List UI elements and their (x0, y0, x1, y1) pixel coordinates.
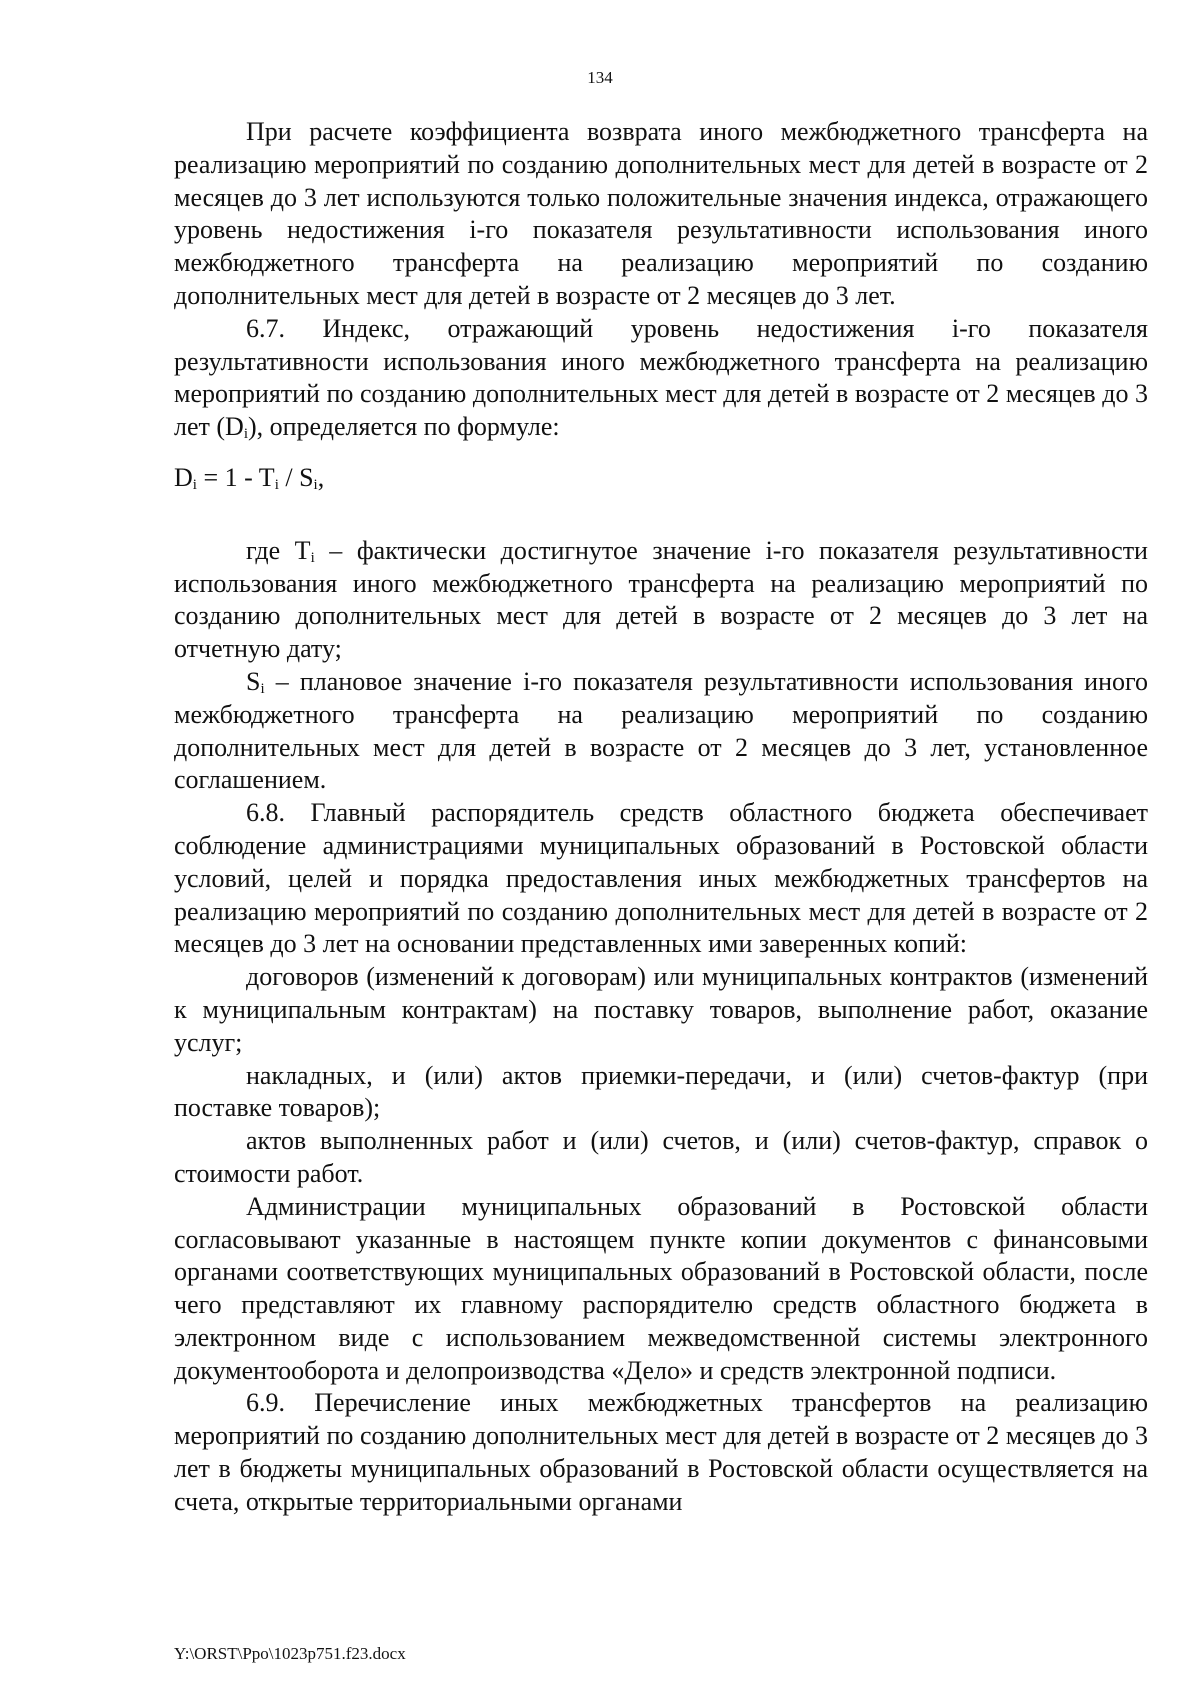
page-number: 134 (587, 68, 613, 87)
paragraph-si-definition (174, 666, 1148, 797)
ti-text: – фактически достигнутое значение i-го показателя результативности использования иного межбюджетного трансферта на реализацию мероприятий по созданию дополнительных мест для детей в возрасте от 2 месяцев до 3 лет на отчетную дату; (174, 535, 1148, 664)
formula-s-sub: i (313, 476, 318, 493)
paragraph-ti-definition (174, 535, 1148, 666)
formula-d: D (174, 462, 193, 492)
paragraph-6-7-text: 6.7. Индекс, отражающий уровень недостижения i-го показателя результативности использования иного межбюджетного трансферта на реализацию мероприятий по созданию дополнительных мест для детей в возрасте от 2 месяцев до 3 лет (D (174, 313, 1148, 442)
formula-d-sub: i (192, 476, 197, 493)
paragraph-6-9: 6.9. Перечисление иных межбюджетных трансфертов на реализацию мероприятий по созданию дополнительных мест для детей в возрасте от 2 месяцев до 3 лет в бюджеты муниципальных образований в Ростовской области осуществляется на счета, открытые территориальными органами (174, 1388, 1148, 1516)
formula-div-s: / S (278, 462, 314, 492)
paragraph-administrations: Администрации муниципальных образований в Ростовской области согласовывают указанные в настоящем пункте копии документов с финансовыми органами соответствующих муниципальных образований в Ростовской области, после чего представляют их главному распорядителю средств областного бюджета в электронном виде с использованием межведомственной системы электронного документооборота и делопроизводства «Дело» и средств электронной подписи. (174, 1191, 1148, 1385)
ti-label: где T (246, 535, 311, 565)
si-text: – плановое значение i-го показателя результативности использования иного межбюджетного трансферта на реализацию мероприятий по созданию дополнительных мест для детей в возрасте от 2 месяцев до 3 лет, установленное соглашением. (174, 666, 1148, 795)
paragraph-waybills: накладных, и (или) актов приемки-передачи, и (или) счетов-фактур (при поставке товаров); (174, 1060, 1148, 1123)
ti-sub: i (310, 549, 315, 566)
document-body (174, 116, 1148, 1519)
footer-file-path: Y:\ORST\Ppo\1023p751.f23.docx (174, 1644, 406, 1663)
formula-minus-t: = 1 - T (196, 462, 275, 492)
si-sub: i (260, 680, 265, 697)
paragraph-contracts: договоров (изменений к договорам) или муниципальных контрактов (изменений к муниципальным контрактам) на поставку товаров, выполнение работ, оказание услуг; (174, 962, 1148, 1057)
subscript-i: i (243, 426, 248, 443)
formula (174, 462, 1148, 495)
formula-t-sub: i (274, 476, 279, 493)
formula-end: , (317, 462, 325, 492)
paragraph-acts: актов выполненных работ и (или) счетов, и (или) счетов-фактур, справок о стоимости работ. (174, 1126, 1148, 1188)
paragraph-6-7 (174, 313, 1148, 444)
paragraph-6-8: 6.8. Главный распорядитель средств областного бюджета обеспечивает соблюдение администрациями муниципальных образований в Ростовской области условий, целей и порядка предоставления иных межбюджетных трансфертов на реализацию мероприятий по созданию дополнительных мест для детей в возрасте от 2 месяцев до 3 лет на основании представленных ими заверенных копий: (174, 798, 1148, 959)
paragraph-return-coefficient: При расчете коэффициента возврата иного межбюджетного трансферта на реализацию мероприятий по созданию дополнительных мест для детей в возрасте от 2 месяцев до 3 лет используются только положительные значения индекса, отражающего уровень недостижения i-го показателя результативности использования иного межбюджетного трансферта на реализацию мероприятий по созданию дополнительных мест для детей в возрасте от 2 месяцев до 3 лет. (174, 117, 1148, 310)
si-label: S (246, 666, 261, 696)
paragraph-6-7-text-end: ), определяется по формуле: (247, 412, 560, 442)
